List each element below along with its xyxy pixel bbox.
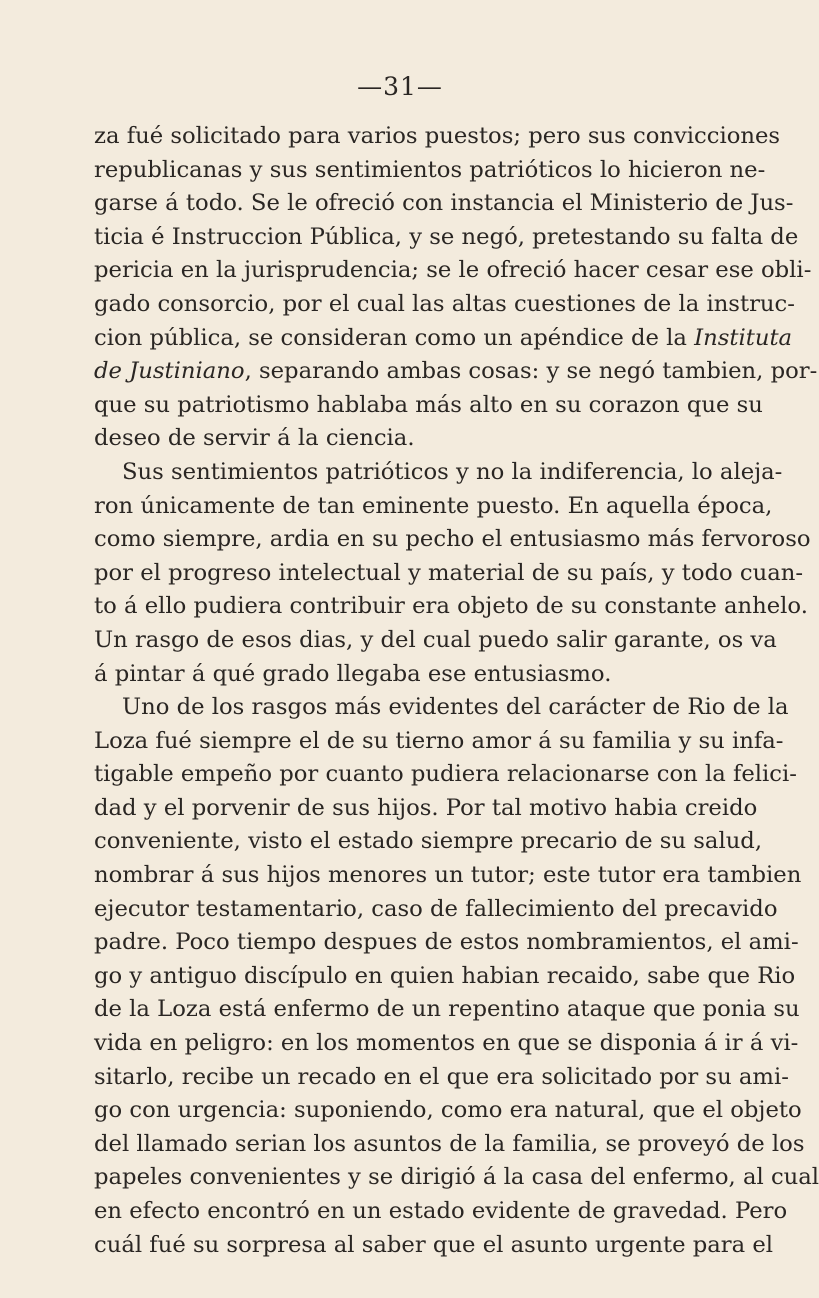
text-line: del llamado serian los asuntos de la familia, se proveyó de los (94, 1130, 805, 1157)
text-line: en efecto encontró en un estado evidente de gravedad. Pero (94, 1198, 788, 1224)
text-line (94, 322, 793, 356)
body-text (94, 120, 819, 1262)
text-line: dad y el porvenir de sus hijos. Por tal motivo habia creido (94, 794, 758, 821)
text-line: conveniente, visto el estado siempre precario de su salud, (94, 828, 763, 855)
text-line: republicanas y sus sentimientos patrióticos lo hicieron ne- (94, 156, 766, 183)
text-line: cuál fué su sorpresa al saber que el asunto urgente para el (94, 1231, 774, 1258)
text-line: Loza fué siempre el de su tierno amor á su familia y su infa- (94, 727, 784, 754)
text-line: garse á todo. Se le ofreció con instancia el Ministerio de Jus- (94, 190, 794, 217)
text-line: papeles convenientes y se dirigió á la casa del enfermo, al cual (94, 1164, 819, 1191)
text-line: ron únicamente de tan eminente puesto. En aquella época, (94, 492, 773, 519)
paragraph (94, 120, 818, 456)
text-line: de la Loza está enfermo de un repentino ataque que ponia su (94, 996, 800, 1023)
text-line: Uno de los rasgos más evidentes del carácter de Rio de la (122, 694, 789, 721)
text-line: to á ello pudiera contribuir era objeto de su constante anhelo. (94, 593, 808, 620)
text-line: ejecutor testamentario, caso de fallecimiento del precavido (94, 895, 778, 922)
text-line: deseo de servir á la ciencia. (94, 425, 415, 452)
text-line: tigable empeño por cuanto pudiera relacionarse con la felici- (94, 761, 797, 788)
text-line: padre. Poco tiempo despues de estos nombramientos, el ami- (94, 929, 799, 956)
text-line: por el progreso intelectual y material de su país, y todo cuan- (94, 559, 804, 586)
text-line: ticia é Instruccion Pública, y se negó, pretestando su falta de (94, 223, 799, 250)
text-segment: cion pública, se consideran como un apéndice de la (94, 324, 695, 351)
text-segment: , separando ambas cosas: y se negó tambien, por- (244, 358, 818, 385)
text-line: vida en peligro: en los momentos en que se disponia á ir á vi- (94, 1030, 799, 1057)
text-line: Sus sentimientos patrióticos y no la indiferencia, lo aleja- (122, 458, 783, 485)
text-line: que su patriotismo hablaba más alto en su corazon que su (94, 391, 763, 418)
text-line: go con urgencia: suponiendo, como era natural, que el objeto (94, 1097, 802, 1124)
text-line: go y antiguo discípulo en quien habian recaido, sabe que Rio (94, 962, 796, 989)
text-line: sitarlo, recibe un recado en el que era solicitado por su ami- (94, 1063, 789, 1090)
paragraph (94, 456, 811, 691)
italic-title: Instituta (694, 324, 793, 351)
italic-title: de Justiniano (94, 358, 245, 385)
text-line: nombrar á sus hijos menores un tutor; este tutor era tambien (94, 862, 802, 889)
text-line: á pintar á qué grado llegaba ese entusiasmo. (94, 660, 612, 687)
text-line: como siempre, ardia en su pecho el entusiasmo más fervoroso (94, 526, 811, 553)
text-line: Un rasgo de esos dias, y del cual puedo salir garante, os va (94, 626, 777, 653)
page-number: —31— (357, 72, 443, 101)
text-line: pericia en la jurisprudencia; se le ofreció hacer cesar ese obli- (94, 257, 812, 284)
text-line: za fué solicitado para varios puestos; pero sus convicciones (94, 123, 781, 149)
text-line (94, 355, 818, 389)
paragraph (94, 691, 819, 1262)
text-line: gado consorcio, por el cual las altas cuestiones de la instruc- (94, 290, 795, 317)
